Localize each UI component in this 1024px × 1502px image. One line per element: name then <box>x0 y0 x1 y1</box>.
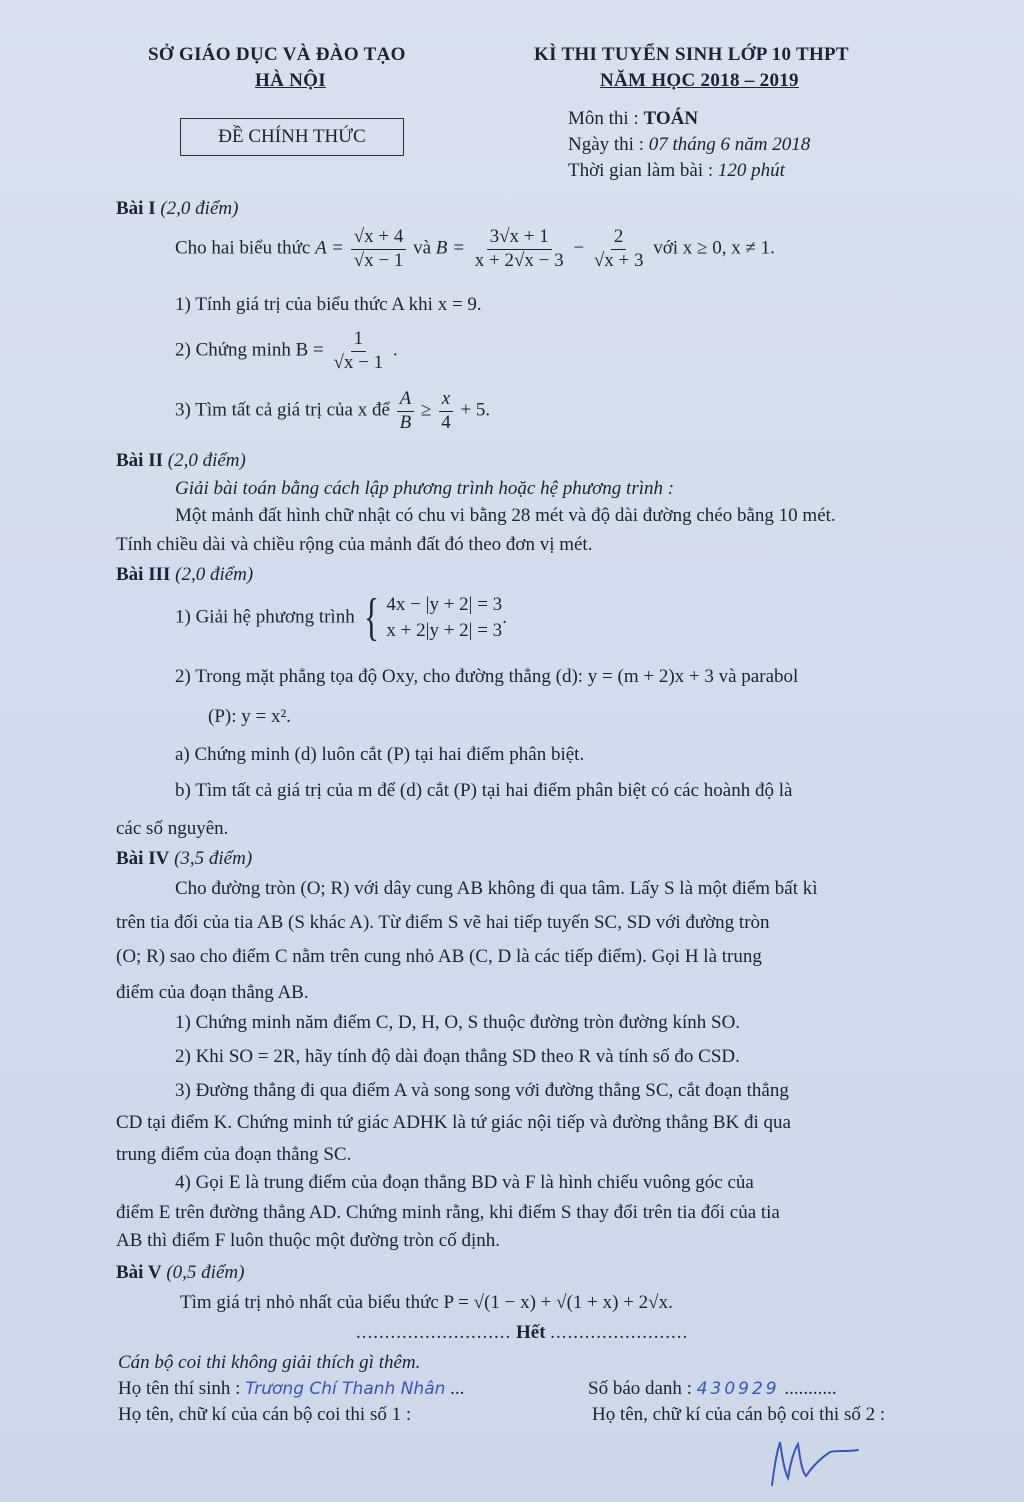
candidate-name-dots: ... <box>450 1378 465 1399</box>
q3-denominator-2: 4 <box>441 411 451 433</box>
bai3-qb-line2: các số nguyên. <box>116 818 229 839</box>
b-numerator-1: 3√x + 1 <box>487 226 552 250</box>
equation-end: . <box>502 606 507 628</box>
bai4-points: (3,5 điểm) <box>174 848 253 869</box>
bai3-heading <box>116 564 253 587</box>
a-eq: A = <box>315 237 344 259</box>
official-stamp-box <box>180 118 404 156</box>
bai2-title: Bài II <box>116 450 163 471</box>
bai2-heading <box>116 450 246 473</box>
time-label: Thời gian làm bài : <box>568 160 714 181</box>
bai4-p1: Cho đường tròn (O; R) với dây cung AB không đi qua tâm. Lấy S là một điểm bất kì <box>175 878 818 899</box>
bai4-q3-l3: trung điểm của đoạn thẳng SC. <box>116 1144 352 1165</box>
q3-end: + 5. <box>460 399 491 421</box>
q3-numerator-2: x <box>439 388 453 412</box>
bai3-title: Bài III <box>116 564 171 585</box>
a-numerator: √x + 4 <box>351 226 407 250</box>
sbd-line <box>588 1378 837 1401</box>
bai4-q1: 1) Chứng minh năm điểm C, D, H, O, S thuộc đường tròn đường kính SO. <box>175 1012 741 1033</box>
sbd-dots: ........... <box>784 1378 837 1399</box>
q2-end: . <box>392 339 398 361</box>
candidate-name-line <box>118 1378 464 1401</box>
proctor2-label: Họ tên, chữ kí của cán bộ coi thi số 2 : <box>592 1404 886 1425</box>
bai4-q2: 2) Khi SO = 2R, hãy tính độ dài đoạn thẳng SD theo R và tính số đo CSD. <box>175 1046 740 1067</box>
equation-1: 4x − |y + 2| = 3 <box>386 594 503 616</box>
condition: với x ≥ 0, x ≠ 1. <box>653 237 775 259</box>
proctor1-label: Họ tên, chữ kí của cán bộ coi thi số 1 : <box>118 1404 412 1425</box>
q3-fraction-1 <box>397 388 415 435</box>
bai3-qb-line1: b) Tìm tất cả giá trị của m để (d) cắt (P) tại hai điểm phân biệt có các hoành độ là <box>175 780 793 801</box>
bai1-title: Bài I <box>116 198 156 219</box>
b-denominator-2: √x + 3 <box>593 249 644 271</box>
b-fraction-2 <box>591 226 647 273</box>
dept-name: SỞ GIÁO DỤC VÀ ĐÀO TẠO <box>148 44 406 65</box>
b-numerator-2: 2 <box>611 226 627 250</box>
bai2-line1: Một mảnh đất hình chữ nhật có chu vi bằng 28 mét và độ dài đường chéo bằng 10 mét. <box>175 505 836 526</box>
bai2-line2: Tính chiều dài và chiều rộng của mảnh đất đó theo đơn vị mét. <box>116 534 593 555</box>
official-label: ĐỀ CHÍNH THỨC <box>218 126 366 147</box>
bai4-q4-l2: điểm E trên đường thẳng AD. Chứng minh rằng, khi điểm S thay đổi trên tia đối của tia <box>116 1202 780 1223</box>
a-fraction <box>351 226 407 273</box>
proctor-note: Cán bộ coi thi không giải thích gì thêm. <box>118 1352 421 1373</box>
bai1-q2-text: 2) Chứng minh B = <box>175 339 324 361</box>
bai4-q4-l3: AB thì điểm F luôn thuộc một đường tròn cố định. <box>116 1230 500 1251</box>
bai1-points: (2,0 điểm) <box>160 198 239 219</box>
end-dots-left: ........................... <box>356 1322 512 1343</box>
q3-numerator-1: A <box>397 388 415 412</box>
q2-denominator: √x − 1 <box>333 351 384 373</box>
equation-system <box>359 589 507 646</box>
end-line <box>356 1322 688 1345</box>
dept-city: HÀ NỘI <box>255 70 326 91</box>
subject-label: Môn thi : <box>568 108 639 129</box>
bai2-points: (2,0 điểm) <box>167 450 246 471</box>
bai1-q2 <box>175 328 398 375</box>
bai4-p3: (O; R) sao cho điểm C nằm trên cung nhỏ AB (C, D là các tiếp điểm). Gọi H là trung <box>116 946 762 967</box>
q3-denominator-1: B <box>399 411 412 433</box>
sbd-value: 430929 <box>696 1379 780 1399</box>
q3-fraction-2 <box>438 388 454 435</box>
bai5-heading <box>116 1262 244 1285</box>
bai3-qa: a) Chứng minh (d) luôn cắt (P) tại hai điểm phân biệt. <box>175 744 585 765</box>
b-denominator-1: x + 2√x − 3 <box>474 249 564 271</box>
bai3-points: (2,0 điểm) <box>175 564 254 585</box>
bai4-p4: điểm của đoạn thẳng AB. <box>116 982 309 1003</box>
bai5-question: Tìm giá trị nhỏ nhất của biểu thức P = √(1 − x) + √(1 + x) + 2√x. <box>180 1292 673 1313</box>
subject-line <box>568 108 698 131</box>
and-word: và <box>413 237 432 259</box>
bai1-heading <box>116 198 238 221</box>
bai3-q2-line1: 2) Trong mặt phẳng tọa độ Oxy, cho đường thẳng (d): y = (m + 2)x + 3 và parabol <box>175 666 799 687</box>
bai1-q3-text: 3) Tìm tất cả giá trị của x để <box>175 399 390 421</box>
time-line <box>568 160 785 183</box>
exam-title: KÌ THI TUYỂN SINH LỚP 10 THPT <box>534 44 849 65</box>
bai4-p2: trên tia đối của tia AB (S khác A). Từ điểm S vẽ hai tiếp tuyến SC, SD với đường tròn <box>116 912 770 933</box>
bai4-title: Bài IV <box>116 848 170 869</box>
sbd-label: Số báo danh : <box>588 1378 692 1399</box>
bai3-q1-text: 1) Giải hệ phương trình <box>175 606 355 628</box>
bai5-title: Bài V <box>116 1262 162 1283</box>
b-eq: B = <box>435 237 465 259</box>
bai1-expressions <box>175 226 775 273</box>
a-denominator: √x − 1 <box>353 249 404 271</box>
date-line <box>568 134 810 157</box>
minus-sign: − <box>573 237 585 259</box>
bai4-q3-l2: CD tại điểm K. Chứng minh tứ giác ADHK là tứ giác nội tiếp và đường thẳng BK đi qua <box>116 1112 791 1133</box>
bai2-instruction: Giải bài toán bằng cách lập phương trình hoặc hệ phương trình : <box>175 478 675 499</box>
q3-ge: ≥ <box>421 399 432 421</box>
end-dots-right: ........................ <box>550 1322 689 1343</box>
candidate-name-label: Họ tên thí sinh : <box>118 1378 241 1399</box>
exam-year: NĂM HỌC 2018 – 2019 <box>600 70 799 91</box>
equation-2: x + 2|y + 2| = 3 <box>386 620 503 641</box>
brace-icon: { <box>364 589 380 646</box>
bai1-q1: 1) Tính giá trị của biểu thức A khi x = 9. <box>175 294 482 315</box>
date-value: 07 tháng 6 năm 2018 <box>648 134 811 155</box>
bai1-q3 <box>175 388 490 435</box>
q2-fraction <box>331 328 387 375</box>
bai1-intro: Cho hai biểu thức <box>175 237 311 259</box>
bai3-q1 <box>175 589 507 646</box>
bai4-heading <box>116 848 252 871</box>
bai4-q4-l1: 4) Gọi E là trung điểm của đoạn thẳng BD và F là hình chiếu vuông góc của <box>175 1172 754 1193</box>
subject-value: TOÁN <box>643 108 699 129</box>
end-label: Hết <box>516 1322 546 1343</box>
date-label: Ngày thi : <box>568 134 644 155</box>
proctor2-signature <box>760 1430 870 1490</box>
time-value: 120 phút <box>717 160 785 181</box>
bai4-q3-l1: 3) Đường thẳng đi qua điểm A và song song với đường thẳng SC, cắt đoạn thẳng <box>175 1080 789 1101</box>
bai5-points: (0,5 điểm) <box>166 1262 245 1283</box>
b-fraction-1 <box>472 226 567 273</box>
q2-numerator: 1 <box>351 328 367 352</box>
bai3-q2-line2: (P): y = x². <box>208 706 291 727</box>
candidate-name-value: Trương Chí Thanh Nhân <box>245 1379 446 1399</box>
